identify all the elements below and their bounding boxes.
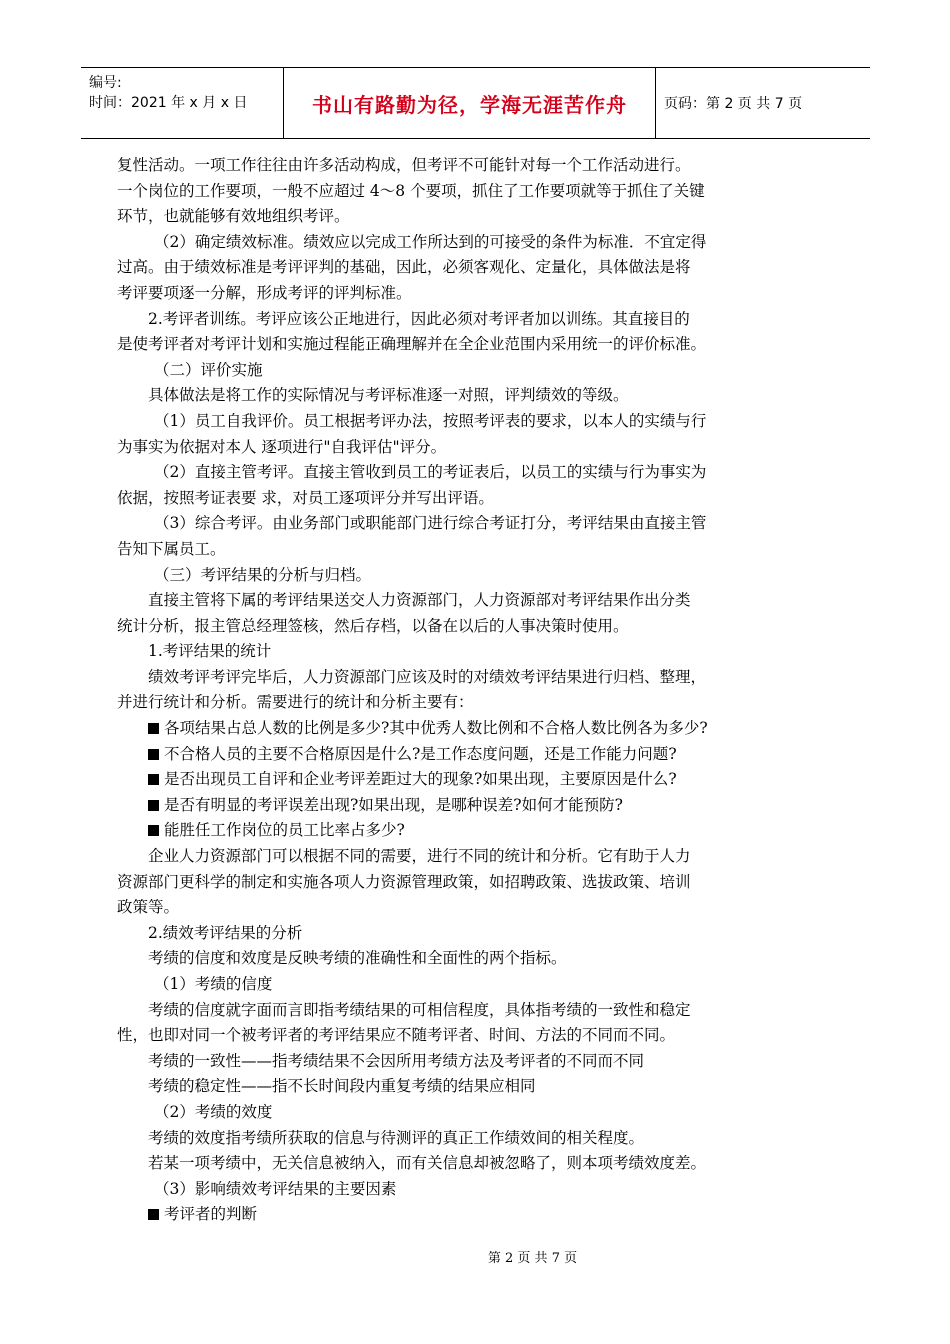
bullet-square-icon bbox=[148, 749, 159, 760]
text-line bbox=[117, 281, 839, 307]
header-page-info bbox=[656, 68, 870, 138]
line-text: 依据，按照考证表要 求，对员工逐项评分并写出评语。 bbox=[117, 488, 494, 507]
line-text: 不合格人员的主要不合格原因是什么?是工作态度问题，还是工作能力问题? bbox=[164, 744, 677, 763]
text-line bbox=[117, 383, 839, 409]
text-line bbox=[117, 179, 839, 205]
page-footer bbox=[0, 1247, 950, 1266]
line-text: （3）影响绩效考评结果的主要因素 bbox=[154, 1179, 397, 1198]
text-line bbox=[117, 153, 839, 179]
text-line bbox=[117, 1100, 839, 1126]
bullet-square-icon bbox=[148, 723, 159, 734]
line-text: 考评者的判断 bbox=[164, 1205, 258, 1224]
footer-page-number: 第 2 页 共 7 页 bbox=[487, 1251, 578, 1266]
line-text: 各项结果占总人数的比例是多少?其中优秀人数比例和不合格人数比例各为多少? bbox=[164, 719, 708, 738]
line-text: 具体做法是将工作的实际情况与考评标准逐一对照，评判绩效的等级。 bbox=[148, 386, 629, 405]
line-text: 是使考评者对考评计划和实施过程能正确理解并在全企业范围内采用统一的评价标准。 bbox=[117, 335, 707, 354]
line-text: 一个岗位的工作要项，一般不应超过 4～8 个要项，抓住了工作要项就等于抓住了关键 bbox=[117, 181, 705, 200]
bullet-square-icon bbox=[148, 774, 159, 785]
text-line bbox=[117, 486, 839, 512]
line-text: （三）考评结果的分析与归档。 bbox=[154, 565, 372, 584]
text-line bbox=[117, 665, 839, 691]
page-header bbox=[81, 67, 870, 139]
line-text: 是否有明显的考评误差出现?如果出现，是哪种误差?如何才能预防? bbox=[164, 795, 623, 814]
bullet-item bbox=[117, 1202, 839, 1228]
header-motto-cell bbox=[283, 68, 656, 138]
line-text: 资源部门更科学的制定和实施各项人力资源管理政策，如招聘政策、选拔政策、培训 bbox=[117, 872, 691, 891]
line-text: 考绩的一致性——指考绩结果不会因所用考绩方法及考评者的不同而不同 bbox=[148, 1051, 645, 1070]
text-line bbox=[117, 921, 839, 947]
text-line bbox=[117, 537, 839, 563]
text-line bbox=[117, 230, 839, 256]
line-text: 企业人力资源部门可以根据不同的需要，进行不同的统计和分析。它有助于人力 bbox=[148, 847, 691, 866]
text-line bbox=[117, 1049, 839, 1075]
line-text: 复性活动。一项工作往往由许多活动构成，但考评不可能针对每一个工作活动进行。 bbox=[117, 156, 691, 174]
text-line bbox=[117, 307, 839, 333]
text-line bbox=[117, 1151, 839, 1177]
text-line bbox=[117, 972, 839, 998]
text-line bbox=[117, 588, 839, 614]
text-line bbox=[117, 690, 839, 716]
bullet-item bbox=[117, 767, 839, 793]
bullet-item bbox=[117, 818, 839, 844]
line-text: （2）确定绩效标准。绩效应以完成工作所达到的可接受的条件为标准．不宜定得 bbox=[154, 232, 707, 251]
bullet-square-icon bbox=[148, 825, 159, 836]
bullet-item bbox=[117, 793, 839, 819]
text-line bbox=[117, 614, 839, 640]
text-line bbox=[117, 358, 839, 384]
page-info-text: 页码：第 2 页 共 7 页 bbox=[664, 96, 803, 112]
line-text: 考绩的稳定性——指不长时间段内重复考绩的结果应相同 bbox=[148, 1077, 536, 1096]
document-body bbox=[117, 153, 839, 1228]
text-line bbox=[117, 435, 839, 461]
text-line bbox=[117, 204, 839, 230]
line-text: （二）评价实施 bbox=[154, 360, 263, 379]
text-line bbox=[117, 998, 839, 1024]
line-text: （3）综合考评。由业务部门或职能部门进行综合考证打分，考评结果由直接主管 bbox=[154, 514, 707, 533]
line-text: （2）考绩的效度 bbox=[154, 1102, 273, 1121]
line-text: 为事实为依据对本人 逐项进行"自我评估"评分。 bbox=[117, 437, 447, 456]
text-line bbox=[117, 844, 839, 870]
text-line bbox=[117, 870, 839, 896]
header-motto: 书山有路勤为径，学海无涯苦作舟 bbox=[312, 92, 627, 117]
document-number-label: 编号: bbox=[89, 75, 122, 91]
bullet-item bbox=[117, 716, 839, 742]
text-line bbox=[117, 332, 839, 358]
line-text: 绩效考评考评完毕后，人力资源部门应该及时的对绩效考评结果进行归档、整理， bbox=[148, 667, 707, 686]
text-line bbox=[117, 511, 839, 537]
text-line bbox=[117, 409, 839, 435]
line-text: 并进行统计和分析。需要进行的统计和分析主要有： bbox=[117, 693, 474, 712]
text-line bbox=[117, 255, 839, 281]
line-text: 考评要项逐一分解，形成考评的评判标准。 bbox=[117, 283, 412, 302]
line-text: 2.考评者训练。考评应该公正地进行，因此必须对考评者加以训练。其直接目的 bbox=[148, 309, 690, 328]
line-text: 考绩的效度指考绩所获取的信息与待测评的真正工作绩效间的相关程度。 bbox=[148, 1128, 645, 1147]
text-line bbox=[117, 563, 839, 589]
line-text: 考绩的信度就字面而言即指考绩结果的可相信程度，具体指考绩的一致性和稳定 bbox=[148, 1000, 691, 1019]
line-text: （1）考绩的信度 bbox=[154, 975, 273, 993]
line-text: 1.考评结果的统计 bbox=[148, 642, 272, 661]
header-meta bbox=[81, 68, 283, 138]
line-text: （1）员工自我评价。员工根据考评办法，按照考评表的要求，以本人的实绩与行 bbox=[154, 411, 707, 430]
line-text: （2）直接主管考评。直接主管收到员工的考证表后，以员工的实绩与行为事实为 bbox=[154, 463, 707, 482]
bullet-square-icon bbox=[148, 800, 159, 811]
text-line bbox=[117, 946, 839, 972]
line-text: 直接主管将下属的考评结果送交人力资源部门，人力资源部对考评结果作出分类 bbox=[148, 591, 691, 610]
line-text: 告知下属员工。 bbox=[117, 539, 226, 558]
line-text: 过高。由于绩效标准是考评评判的基础，因此，必须客观化、定量化，具体做法是将 bbox=[117, 258, 691, 277]
line-text: 能胜任工作岗位的员工比率占多少? bbox=[164, 821, 405, 840]
text-line bbox=[117, 1074, 839, 1100]
bullet-item bbox=[117, 742, 839, 768]
text-line bbox=[117, 639, 839, 665]
line-text: 性，也即对同一个被考评者的考评结果应不随考评者、时间、方法的不同而不同。 bbox=[117, 1026, 676, 1045]
bullet-square-icon bbox=[148, 1209, 159, 1220]
document-date: 时间：2021 年 x 月 x 日 bbox=[89, 95, 248, 111]
text-line bbox=[117, 460, 839, 486]
line-text: 政策等。 bbox=[117, 898, 180, 917]
text-line bbox=[117, 895, 839, 921]
text-line bbox=[117, 1177, 839, 1203]
line-text: 考绩的信度和效度是反映考绩的准确性和全面性的两个指标。 bbox=[148, 949, 567, 968]
text-line bbox=[117, 1023, 839, 1049]
text-line bbox=[117, 1126, 839, 1152]
line-text: 是否出现员工自评和企业考评差距过大的现象?如果出现，主要原因是什么? bbox=[164, 770, 677, 789]
line-text: 环节，也就能够有效地组织考评。 bbox=[117, 207, 350, 226]
line-text: 若某一项考绩中，无关信息被纳入，而有关信息却被忽略了，则本项考绩效度差。 bbox=[148, 1154, 707, 1173]
line-text: 2.绩效考评结果的分析 bbox=[148, 923, 303, 942]
line-text: 统计分析，报主管总经理签核，然后存档，以备在以后的人事决策时使用。 bbox=[117, 616, 629, 635]
